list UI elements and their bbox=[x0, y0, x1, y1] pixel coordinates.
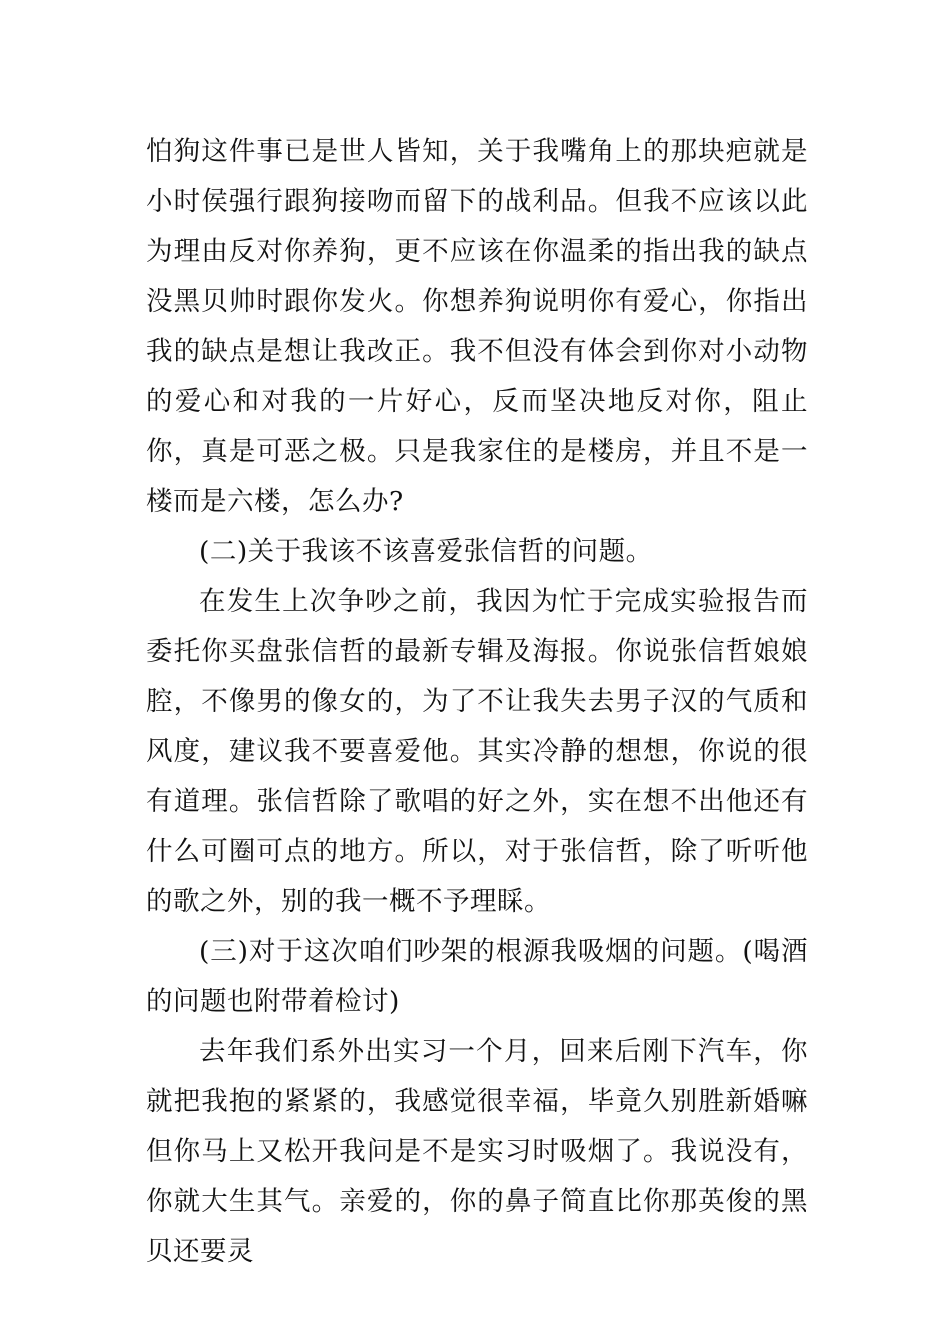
paragraph-smoking: 去年我们系外出实习一个月，回来后刚下汽车，你就把我抱的紧紧的，我感觉很幸福，毕竟久别胜新婚嘛但你马上又松开我问是不是实习时吸烟了。我说没有，你就大生其气。亲爱的，你的鼻子简直比你那英俊的黑贝还要灵 bbox=[146, 1036, 808, 1267]
paragraph-zhang-xinzhe: 在发生上次争吵之前，我因为忙于完成实验报告而委托你买盘张信哲的最新专辑及海报。你说张信哲娘娘腔，不像男的像女的，为了不让我失去男子汉的气质和风度，建议我不要喜爱他。其实冷静的想想，你说的很有道理。张信哲除了歌唱的好之外，实在想不出他还有什么可圈可点的地方。所以，对于张信哲，除了听听他的歌之外，别的我一概不予理睬。 bbox=[146, 586, 808, 917]
document-body bbox=[146, 127, 808, 1277]
paragraph-dog-issue: 怕狗这件事已是世人皆知，关于我嘴角上的那块疤就是小时侯强行跟狗接吻而留下的战利品。但我不应该以此为理由反对你养狗，更不应该在你温柔的指出我的缺点没黑贝帅时跟你发火。你想养狗说明你有爱心，你指出我的缺点是想让我改正。我不但没有体会到你对小动物的爱心和对我的一片好心，反而坚决地反对你，阻止你，真是可恶之极。只是我家住的是楼房，并且不是一楼而是六楼，怎么办? bbox=[146, 136, 808, 517]
section-heading-smoking: (三)对于这次咱们吵架的根源我吸烟的问题。(喝酒的问题也附带着检讨) bbox=[146, 936, 808, 1017]
section-heading-zhang-xinzhe: (二)关于我该不该喜爱张信哲的问题。 bbox=[199, 536, 653, 567]
